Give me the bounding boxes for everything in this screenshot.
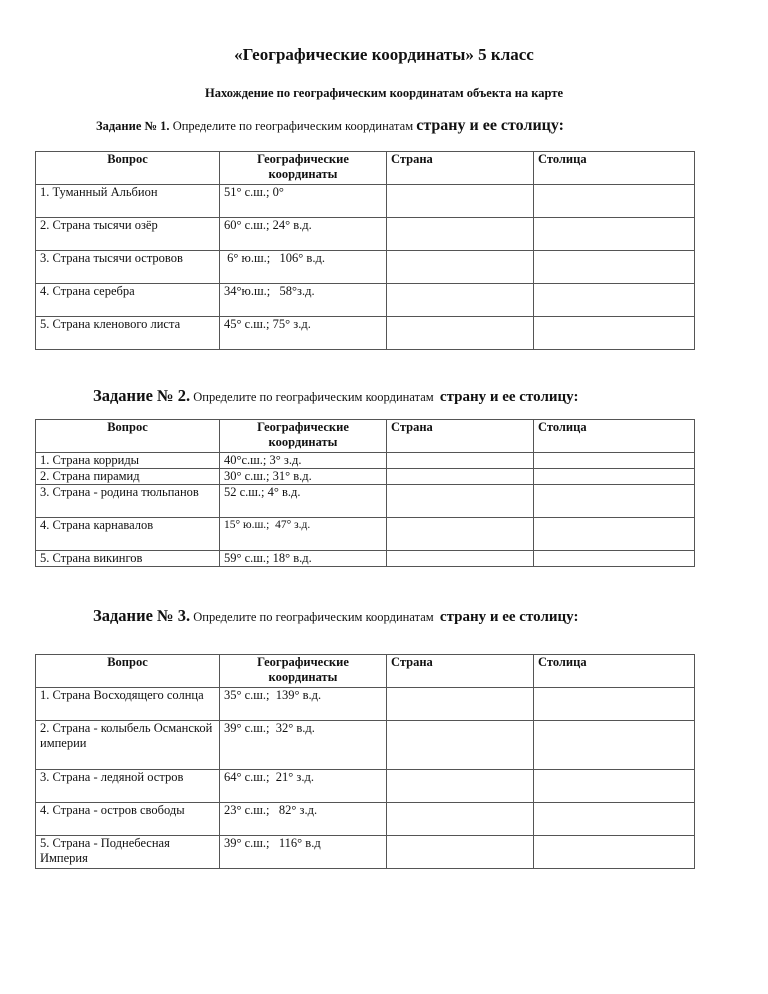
coordinates-cell: 51° с.ш.; 0° bbox=[220, 185, 387, 218]
country-answer-cell[interactable] bbox=[387, 836, 534, 869]
country-answer-cell[interactable] bbox=[387, 284, 534, 317]
header-question: Вопрос bbox=[36, 420, 220, 453]
question-cell: 2. Страна - колыбель Османской империи bbox=[36, 721, 220, 770]
question-cell: 2. Страна тысячи озёр bbox=[36, 218, 220, 251]
table-header-row bbox=[36, 655, 695, 688]
capital-answer-cell[interactable] bbox=[534, 453, 695, 469]
country-answer-cell[interactable] bbox=[387, 469, 534, 485]
task-1-emphasis: страну и ее столицу: bbox=[416, 117, 564, 134]
coordinates-cell: 59° с.ш.; 18° в.д. bbox=[220, 551, 387, 567]
header-question: Вопрос bbox=[36, 655, 220, 688]
task-2-heading bbox=[93, 386, 578, 406]
coordinates-cell: 23° с.ш.; 82° з.д. bbox=[220, 803, 387, 836]
header-country: Страна bbox=[387, 152, 534, 185]
header-country: Страна bbox=[387, 420, 534, 453]
header-coordinates: Географические координаты bbox=[220, 152, 387, 185]
header-coordinates: Географические координаты bbox=[220, 655, 387, 688]
country-answer-cell[interactable] bbox=[387, 251, 534, 284]
capital-answer-cell[interactable] bbox=[534, 185, 695, 218]
table-row bbox=[36, 485, 695, 518]
task-2-label: Задание № 2. bbox=[93, 386, 191, 405]
coordinates-cell: 30° с.ш.; 31° в.д. bbox=[220, 469, 387, 485]
capital-answer-cell[interactable] bbox=[534, 551, 695, 567]
capital-answer-cell[interactable] bbox=[534, 721, 695, 770]
table-row bbox=[36, 803, 695, 836]
table-row bbox=[36, 836, 695, 869]
question-cell: 5. Страна викингов bbox=[36, 551, 220, 567]
table-row bbox=[36, 284, 695, 317]
capital-answer-cell[interactable] bbox=[534, 317, 695, 350]
table-row bbox=[36, 721, 695, 770]
coordinates-cell: 64° с.ш.; 21° з.д. bbox=[220, 770, 387, 803]
coordinates-cell: 6° ю.ш.; 106° в.д. bbox=[220, 251, 387, 284]
header-country: Страна bbox=[387, 655, 534, 688]
coordinates-cell: 60° с.ш.; 24° в.д. bbox=[220, 218, 387, 251]
task-1-label: Задание № 1. bbox=[96, 119, 170, 133]
country-answer-cell[interactable] bbox=[387, 218, 534, 251]
task-3-heading bbox=[93, 606, 578, 626]
task-2-instruction: Определите по географическим координатам bbox=[190, 390, 440, 404]
capital-answer-cell[interactable] bbox=[534, 836, 695, 869]
question-cell: 1. Туманный Альбион bbox=[36, 185, 220, 218]
task-2-emphasis: страну и ее столицу: bbox=[439, 389, 579, 405]
task-3-label: Задание № 3. bbox=[93, 606, 191, 625]
coordinates-cell: 15° ю.ш.; 47° з.д. bbox=[220, 518, 387, 551]
task-1-table bbox=[35, 151, 695, 350]
table-row bbox=[36, 317, 695, 350]
question-cell: 4. Страна карнавалов bbox=[36, 518, 220, 551]
coordinates-cell: 45° с.ш.; 75° з.д. bbox=[220, 317, 387, 350]
table-row bbox=[36, 518, 695, 551]
country-answer-cell[interactable] bbox=[387, 485, 534, 518]
header-capital: Столица bbox=[534, 420, 695, 453]
coordinates-cell: 40°с.ш.; 3° з.д. bbox=[220, 453, 387, 469]
header-capital: Столица bbox=[534, 152, 695, 185]
table-row bbox=[36, 218, 695, 251]
country-answer-cell[interactable] bbox=[387, 551, 534, 567]
table-header-row bbox=[36, 152, 695, 185]
table-row bbox=[36, 469, 695, 485]
task-2-table bbox=[35, 419, 695, 567]
header-capital: Столица bbox=[534, 655, 695, 688]
header-question: Вопрос bbox=[36, 152, 220, 185]
capital-answer-cell[interactable] bbox=[534, 688, 695, 721]
capital-answer-cell[interactable] bbox=[534, 770, 695, 803]
capital-answer-cell[interactable] bbox=[534, 803, 695, 836]
document-title: «Географические координаты» 5 класс bbox=[234, 45, 534, 64]
country-answer-cell[interactable] bbox=[387, 688, 534, 721]
country-answer-cell[interactable] bbox=[387, 317, 534, 350]
question-cell: 1. Страна Восходящего солнца bbox=[36, 688, 220, 721]
table-row bbox=[36, 688, 695, 721]
coordinates-cell: 52 с.ш.; 4° в.д. bbox=[220, 485, 387, 518]
question-cell: 5. Страна кленового листа bbox=[36, 317, 220, 350]
country-answer-cell[interactable] bbox=[387, 770, 534, 803]
capital-answer-cell[interactable] bbox=[534, 485, 695, 518]
table-row bbox=[36, 770, 695, 803]
question-cell: 4. Страна серебра bbox=[36, 284, 220, 317]
coordinates-cell: 35° с.ш.; 139° в.д. bbox=[220, 688, 387, 721]
task-1-instruction: Определите по географическим координатам bbox=[169, 119, 417, 133]
question-cell: 3. Страна - ледяной остров bbox=[36, 770, 220, 803]
question-cell: 3. Страна тысячи островов bbox=[36, 251, 220, 284]
task-3-table bbox=[35, 654, 695, 869]
capital-answer-cell[interactable] bbox=[534, 469, 695, 485]
question-cell: 4. Страна - остров свободы bbox=[36, 803, 220, 836]
question-cell: 3. Страна - родина тюльпанов bbox=[36, 485, 220, 518]
country-answer-cell[interactable] bbox=[387, 803, 534, 836]
question-cell: 5. Страна - Поднебесная Империя bbox=[36, 836, 220, 869]
table-header-row bbox=[36, 420, 695, 453]
capital-answer-cell[interactable] bbox=[534, 284, 695, 317]
country-answer-cell[interactable] bbox=[387, 185, 534, 218]
capital-answer-cell[interactable] bbox=[534, 518, 695, 551]
coordinates-cell: 34°ю.ш.; 58°з.д. bbox=[220, 284, 387, 317]
table-row bbox=[36, 251, 695, 284]
table-row bbox=[36, 185, 695, 218]
header-coordinates: Географические координаты bbox=[220, 420, 387, 453]
country-answer-cell[interactable] bbox=[387, 518, 534, 551]
task-3-instruction: Определите по географическим координатам bbox=[190, 610, 440, 624]
coordinates-cell: 39° с.ш.; 116° в.д bbox=[220, 836, 387, 869]
question-cell: 2. Страна пирамид bbox=[36, 469, 220, 485]
table-row bbox=[36, 453, 695, 469]
task-3-emphasis: страну и ее столицу: bbox=[439, 609, 579, 625]
country-answer-cell[interactable] bbox=[387, 721, 534, 770]
capital-answer-cell[interactable] bbox=[534, 251, 695, 284]
question-cell: 1. Страна корриды bbox=[36, 453, 220, 469]
country-answer-cell[interactable] bbox=[387, 453, 534, 469]
table-row bbox=[36, 551, 695, 567]
coordinates-cell: 39° с.ш.; 32° в.д. bbox=[220, 721, 387, 770]
capital-answer-cell[interactable] bbox=[534, 218, 695, 251]
document-subtitle: Нахождение по географическим координатам объекта на карте bbox=[204, 86, 564, 100]
task-1-heading bbox=[96, 117, 564, 135]
